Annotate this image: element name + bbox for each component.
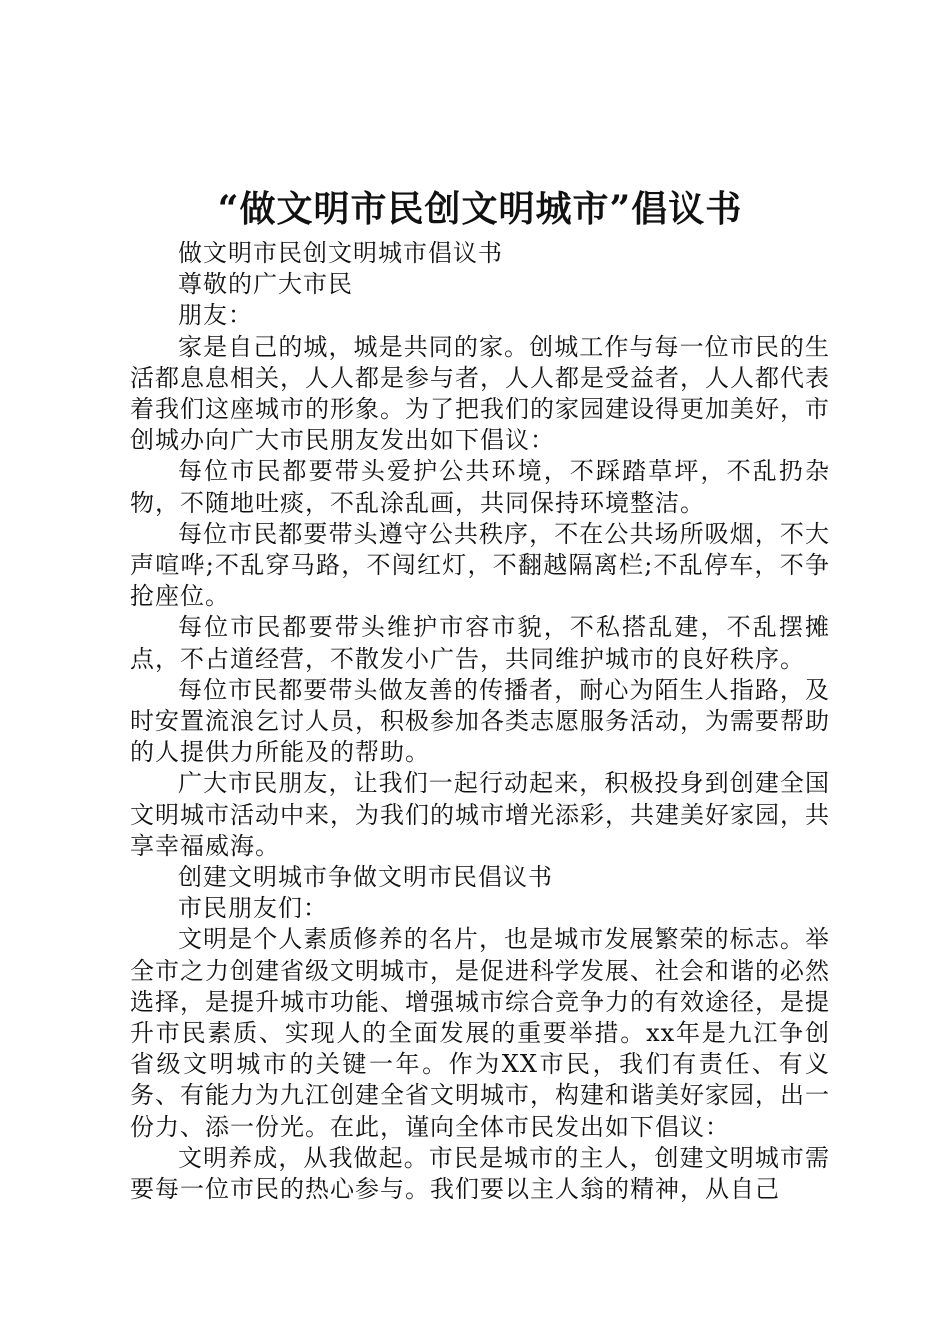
paragraph-second-salutation: 市民朋友们：	[178, 894, 328, 923]
paragraph-start-with-me: 文明养成，从我做起。市民是城市的主人，创建文明城市需要每一位市民的热心参与。我们要以主人翁的精神，从自己	[130, 1143, 830, 1204]
document-title: “做文明市民创文明城市”倡议书	[217, 188, 743, 230]
document-body	[130, 238, 830, 1205]
paragraph-salutation-cont: 朋友：	[178, 301, 253, 330]
paragraph-call-to-action: 广大市民朋友，让我们一起行动起来，积极投身到创建全国文明城市活动中来，为我们的城市增光添彩，共建美好家园，共享幸福威海。	[130, 769, 830, 860]
paragraph-public-order: 每位市民都要带头遵守公共秩序，不在公共场所吸烟，不大声喧哗;不乱穿马路，不闯红灯，不翻越隔离栏;不乱停车，不争抢座位。	[130, 519, 830, 611]
paragraph-city-appearance: 每位市民都要带头维护市容市貌，不私搭乱建，不乱摆摊点，不占道经营，不散发小广告，共同维护城市的良好秩序。	[130, 613, 830, 673]
paragraph-second-title: 创建文明城市争做文明市民倡议书	[178, 863, 553, 892]
paragraph-civilization: 文明是个人素质修养的名片，也是城市发展繁荣的标志。举全市之力创建省级文明城市，是促进科学发展、社会和谐的必然选择，是提升城市功能、增强城市综合竞争力的有效途径，是提升市民素质、实现人的全面发展的重要举措。xx年是九江争创省级文明城市的关键一年。作为XX市民，我们有责任、有义务、有能力为九江创建全省文明城市，构建和谐美好家园，出一份力、添一份光。在此，谨向全体市民发出如下倡议：	[130, 925, 830, 1141]
paragraph-salutation: 尊敬的广大市民	[178, 270, 353, 299]
paragraph-friendliness: 每位市民都要带头做友善的传播者，耐心为陌生人指路，及时安置流浪乞讨人员，积极参加各类志愿服务活动，为需要帮助的人提供力所能及的帮助。	[130, 675, 830, 767]
paragraph-environment: 每位市民都要带头爱护公共环境，不踩踏草坪，不乱扔杂物，不随地吐痰，不乱涂乱画，共同保持环境整洁。	[130, 457, 830, 517]
document-page	[130, 180, 830, 1205]
paragraph-intro: 家是自己的城，城是共同的家。创城工作与每一位市民的生活都息息相关，人人都是参与者，人人都是受益者，人人都代表着我们这座城市的形象。为了把我们的家园建设得更加美好，市创城办向广大市民朋友发出如下倡议：	[130, 332, 830, 455]
paragraph-subtitle: 做文明市民创文明城市倡议书	[178, 239, 503, 267]
